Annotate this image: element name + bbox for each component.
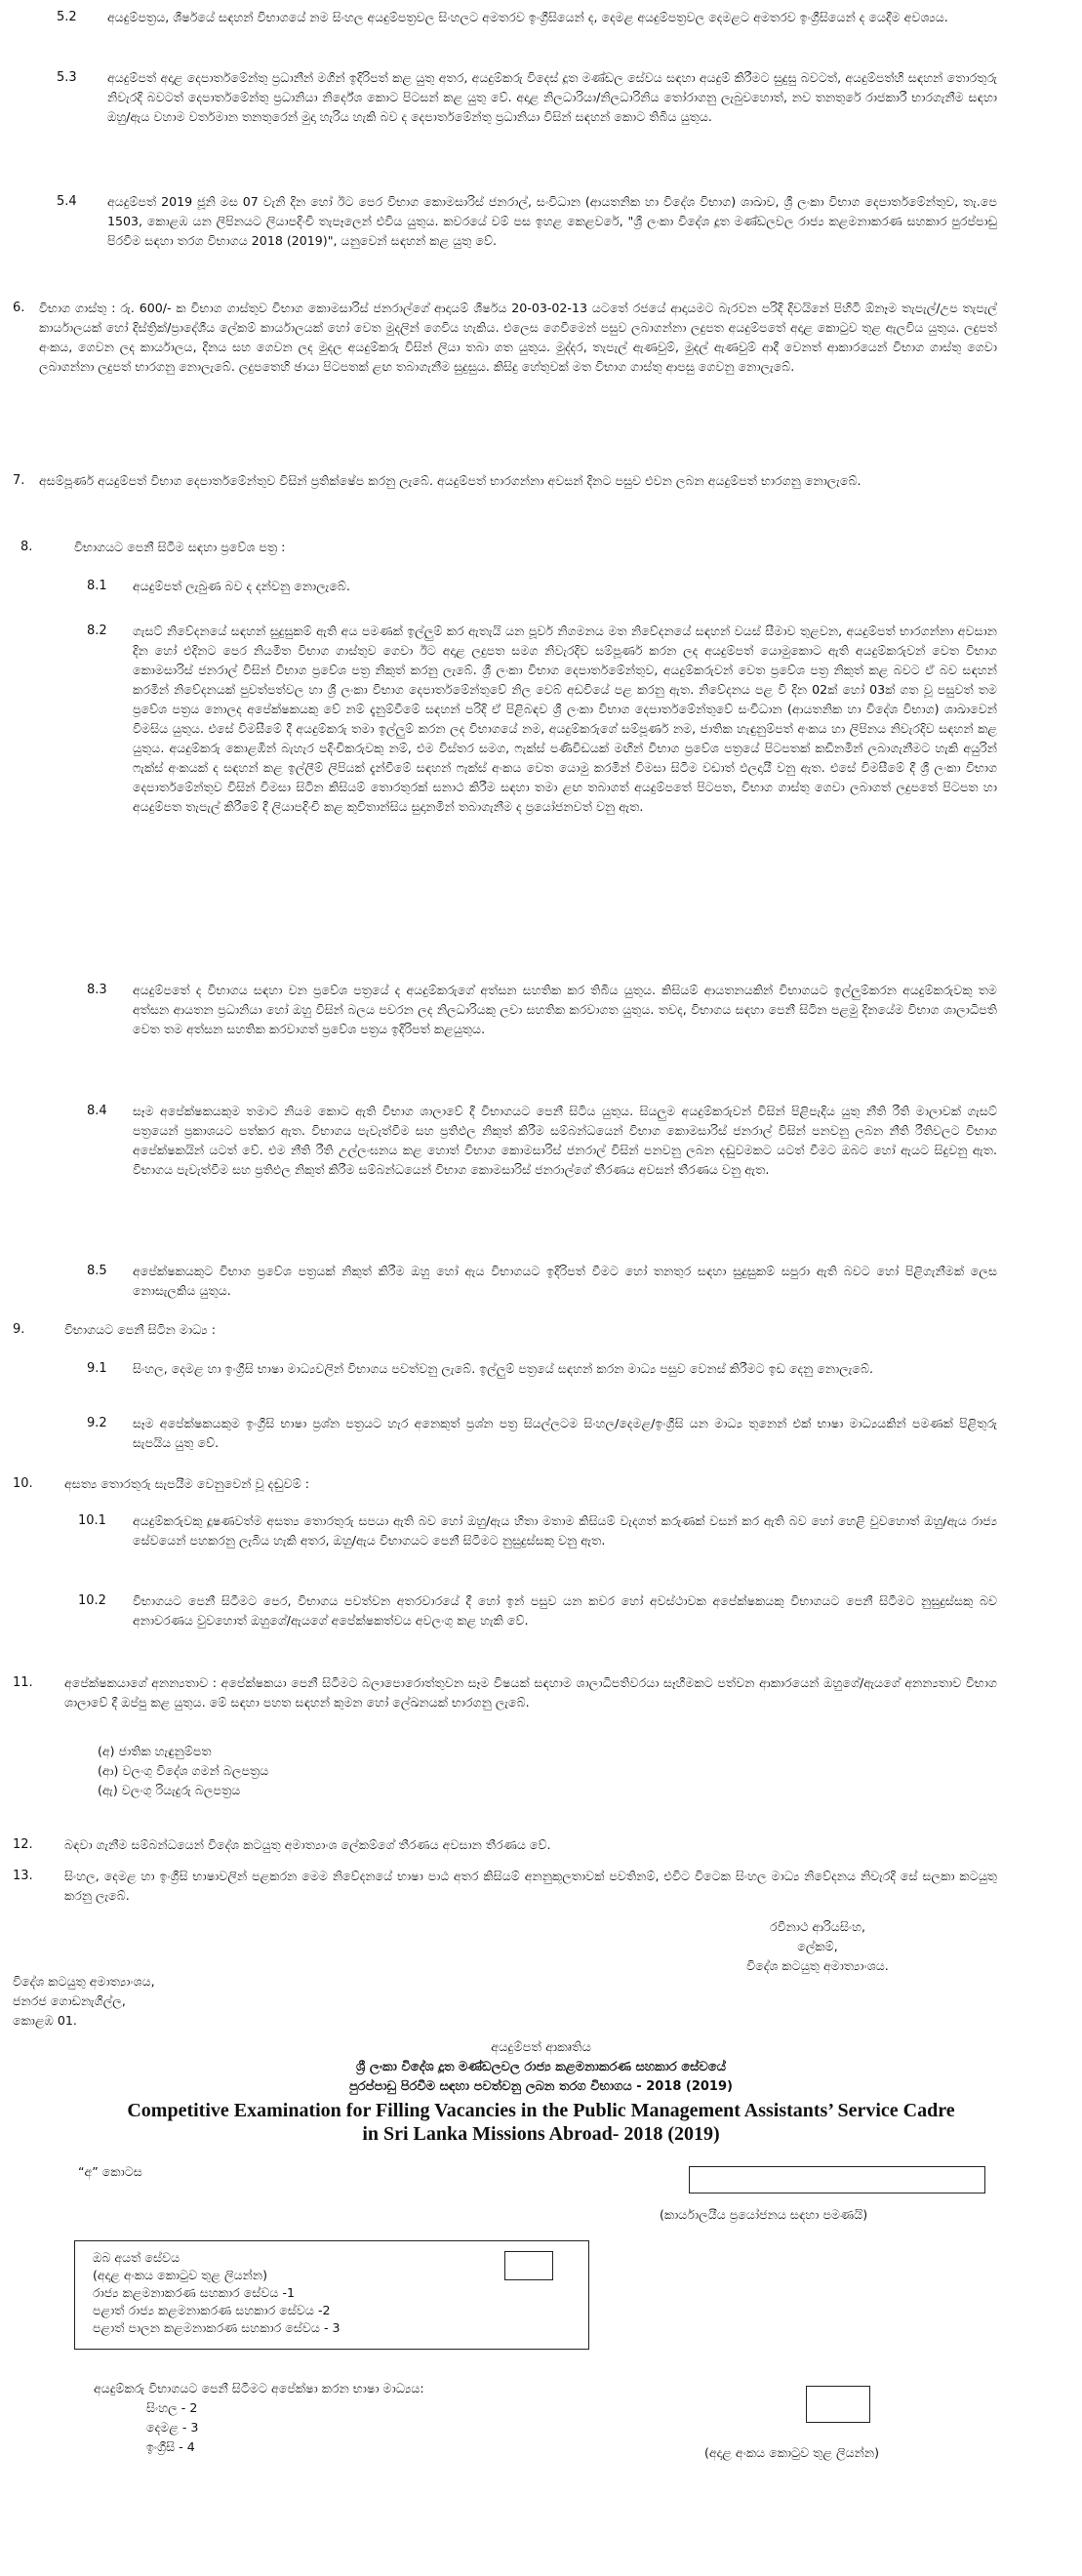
para-number: 8.5 — [87, 1264, 107, 1278]
para-8-4: සෑම අපේක්ෂකයකුම තමාට නියම කොට ඇති විභාග ශාලාවේ දී විභාගයට පෙනී සිටිය යුතුය. සියලුම අයදුම්කරුවන් විසින් පිළිපැදිය යුතු නීති රීති මාලාවක් ගැසට් පත්‍රයෙන් ප්‍රකාශයට පත්කර ඇත. විභාගය පැවැත්වීම සහ ප්‍රතිඵල නිකුත් කිරීම සම්බන්ධයෙන් විභාග කොමසාරිස් ජනරාල් විසින් පනවනු ලබන නීති රීතිවලට විභාග අපේක්ෂකයින් යටත් වේ. එම නීති රීති උල්ලංඝනය කළ හොත් විභාග කොමසාරිස් ජනරාල් විසින් පනවනු ලබන දඬුවමකට යටත් වීමට ඔබට හෝ ඇයට සිදුවනු ඇත. විභාගය පැවැත්වීම සහ ප්‍රතිඵල නිකුත් කිරීම සම්බන්ධයෙන් විභාග කොමසාරිස් ජනරාල්ගේ තීරණය අවසන් තීරණය වනු ඇත. — [133, 1104, 997, 1177]
language-hint: (අදාළ අංකය කොටුව තුළ ලියන්න) — [704, 2445, 880, 2460]
para-number: 8.3 — [87, 983, 107, 997]
address-line: කොළඹ 01. — [13, 2013, 77, 2028]
para-number: 10. — [13, 1476, 33, 1491]
para-number: 5.3 — [57, 70, 77, 85]
para-number: 11. — [13, 1675, 33, 1690]
para-10-2: විභාගයට පෙනී සිටීමට පෙර, විභාගය පවත්වන අතරවාරයේ දී හෝ ඉන් පසුව යන කවර හෝ අවස්ථාවක අපේක්ෂකයකු විභාගයට පෙනී සිටීමට නුසුදුස්සකු බව අනාවරණය වුවහොත් ඔහුගේ/ඇයගේ අපේක්ෂකත්වය අවලංගු කළ හැකි වේ. — [133, 1593, 997, 1628]
para-8-2: ගැසට් නිවේදනයේ සඳහන් සුදුසුකම් ඇති අය පමණක් ඉල්ලුම් කර ඇතැයි යන පූර්ව නිගමනය මත නිවේදනයේ සඳහන් වයස් සීමාව තුළවන, අයදුම්පත් භාරගන්නා අවසාන දින හෝ එදිනට පෙර නියමිත විභාග ගාස්තුව ගෙවා ඊට අදාළ ලදුපත සමග නිවැරදිව සම්පූර්ණ කරන ලද අයදුම්පත් යොමුකොට ඇති අයදුම්කරුවන් වෙත විභාග කොමසාරිස් ජනරාල් විසින් විභාග ප්‍රවේශ පත්‍ර නිකුත් කරනු ලැබේ. ශ්‍රී ලංකා විභාග දෙපාර්තමේන්තුව, අයදුම්කරුවන් වෙත ප්‍රවේශ පත්‍ර නිකුත් කළ බවට ඒ බව සඳහන් කරමින් නිවේදනයක් පුවත්පත්වල හා ශ්‍රී ලංකා විභාග දෙපාර්තමේන්තුවේ නිල වෙබ් අඩවියේ පළ කරනු ඇත. නිවේදනය පළ වී දින 02ක් හෝ 03ක් ගත වූ පසුවත් තම ප්‍රවේශ පත්‍රය නොලද අපේක්ෂකයකු වේ නම් දැනුම්වීමේ සඳහන් පරිදි ඒ පිළිබඳව ශ්‍රී ලංකා විභාග දෙපාර්තමේන්තුවේ සංවිධාන (ආයතනික හා විදේශ විභාග) ශාඛාවෙන් විමසිය යුතුය. එසේ විමසීමේ දී අයදුම්කරු තමා ඉල්ලුම් කරන ලද විභාගයේ නම, අයදුම්කරුගේ සම්පූර්ණ නම, ජාතික හැඳුනුම්පත් අංකය හා ලිපිනය නිවැරදිව සඳහන් කළ යුතුය. අයදුම්කරු කොළඹින් බැහැර පදිංචිකරුවකු නම්, එම විස්තර සමග, ෆැක්ස් පණිවිඩයක් මඟින් විභාග ප්‍රවේශ පත්‍රයේ පිටපතක් කඩිනමින් ලබාගැනීමට හැකි අයුරින් ෆැක්ස් අංකයක් ද සඳහන් කළ ඉල්ලීම් ලිපියක් දැන්වීමේ සඳහන් ෆැක්ස් අංකය වෙත යොමු කරමින් විමසා සිටීම වඩාත් ඵලදායී වනු ඇත. එසේ විමසීමේ දී ශ්‍රී ලංකා විභාග දෙපාර්තමේන්තුව විසින් විමසා සිටින කිසියම් තොරතුරක් සනාථ කිරීම සඳහා තමා ළඟ තබාගත් අයදුම්පතේ පිටපත, විභාග ගාස්තු ගෙවා ලබාගත් ලදුපතේ පිටපත හා අයදුම්පත තැපැල් කිරීමේ දී ලියාපදිංචි කළ කුවිතාන්සිය සුදානමින් තබාගැනීම ද ප්‍රයෝජනවත් වනු ඇත. — [133, 624, 997, 814]
office-use-box[interactable] — [689, 2166, 985, 2194]
list-item: (ඇ) වලංගු රියැදුරු බලපත්‍රය — [98, 1783, 241, 1797]
service-hint: (අදාළ අංකය කොටුව තුළ ලියන්න) — [93, 2268, 268, 2282]
list-item: (ආ) වලංගු විදේශ ගමන් බලපත්‍රය — [98, 1763, 269, 1778]
form-subtitle: ශ්‍රී ලංකා විදේශ දූත මණ්ඩලවල රාජ්‍ය කළමනාකරණ සහකාර සේවයේ — [356, 2060, 726, 2074]
para-number: 8. — [20, 540, 33, 554]
para-number: 8.1 — [87, 579, 107, 593]
service-number-box[interactable] — [504, 2251, 553, 2280]
para-10-1: අයදුම්කරුවකු දූෂණවත්ම අසත්‍ය තොරතුරු සපයා ඇති බව හෝ ඔහු/ඇය හිතා මතාම කිසියම් වැදගත් කරුණක් වසන් කර ඇති බව හෝ හෙළි වුවහොත් ඔහු/ඇය රාජ්‍ය සේවයෙන් පහකරනු ලැබිය හැකි අතර, ඔහු/ඇය විභාගයට පෙනී සිටීමට නුසුදුස්සකු වනු ඇත. — [133, 1513, 997, 1548]
para-8-5: අපේක්ෂකයකුට විභාග ප්‍රවේශ පත්‍රයක් නිකුත් කිරීම ඔහු හෝ ඇය විභාගයට ඉදිරිපත් වීමට හෝ තනතුර සඳහා සුදුසුකම් සපුරා ඇති බවට හෝ පිළිගැනීමක් ලෙස නොසැලකිය යුතුය. — [133, 1264, 997, 1298]
language-option: දෙමළ - 3 — [146, 2420, 199, 2435]
form-english-title-2: in Sri Lanka Missions Abroad- 2018 (2019) — [362, 2123, 720, 2145]
office-use-note: (කාර්යාලයීය ප්‍රයෝජනය සඳහා පමණයි) — [660, 2207, 868, 2222]
para-8-3: අයදුම්පතේ ද විභාගය සඳහා වන ප්‍රවේශ පත්‍රයේ ද අයදුම්කරුගේ අත්සන සහතික කර තිබිය යුතුය. කිසියම් ආයතනයකින් විභාගයට ඉල්ලුම්කරන අයදුම්කරුවකු තම අත්සන ආයතන ප්‍රධානියා හෝ ඔහු විසින් බලය පවරන ලද නිලධාරියකු ලවා සහතික කරවාගත යුතුය. තවද, විභාගය සඳහා පෙනී සිටින පළමු දිනයේම විභාග ශාලාධිපති වෙත තම අත්සන සහතික කරවාගත් ප්‍රවේශ පත්‍රය ඉදිරිපත් කළයුතුය. — [133, 983, 997, 1036]
para-number: 10.2 — [78, 1593, 106, 1608]
para-number: 10.1 — [78, 1513, 106, 1528]
language-number-box[interactable] — [806, 2386, 870, 2423]
service-group-box — [74, 2240, 589, 2350]
para-5-4: අයදුම්පත් 2019 ජූනි මස 07 වැනි දින හෝ ඊට පෙර විභාග කොමසාරිස් ජනරාල්, සංවිධාන (ආයතනික හා විදේශ විභාග) ශාඛාව, ශ්‍රී ලංකා විභාග දෙපාර්තමේන්තුව, තැ.පෙ 1503, කොළඹ යන ලිපිනයට ලියාපදිංචි තැපෑලෙන් එවිය යුතුය. කවරයේ වම් පස ඉහළ කෙළවරේ, "ශ්‍රී ලංකා විදේශ දූත මණ්ඩලවල රාජ්‍ය කළමනාකරණ සහකාර පුරප්පාඩු පිරවීම සඳහා තරග විභාගය 2018 (2019)", යනුවෙන් සඳහන් කළ යුතු වේ. — [107, 194, 997, 248]
para-number: 9.2 — [87, 1416, 107, 1430]
language-option: ඉංග්‍රීසි - 4 — [146, 2439, 195, 2454]
para-number: 9.1 — [87, 1361, 107, 1376]
para-12: බඳවා ගැනීම සම්බන්ධයෙන් විදේශ කටයුතු අමාත්‍යාංශ ලේකම්ගේ තීරණය අවසාන තීරණය වේ. — [64, 1837, 551, 1852]
para-6: විභාග ගාස්තු : රු. 600/- ක විභාග ගාස්තුව විභාග කොමසාරිස් ජනරාල්ගේ ආදායම් ශීර්ෂය 20-03-02-13 යටතේ රජයේ ආදායමට බැරවන පරිදි දිවයිනේ පිහිටි ඕනෑම තැපැල්/උප තැපැල් කාර්යාලයක් හෝ දිස්ත්‍රික්/ප්‍රාදේශීය ලේකම් කාර්යාලයක් හෝ වෙත මුදලින් ගෙවිය හැකිය. එලෙස ගෙවීමෙන් පසුව ලබාගන්නා ලදුපත අයදුම්පතේ අදාළ කොටුව තුළ ඇලවිය යුතුය. ලදුපත් අංකය, ගෙවන ලද කාර්යාලය, දිනය සහ ගෙවන ලද මුදල අයදුම්කරු විසින් ලියා තබා ගත යුතුය. මුද්දර, තැපැල් ඇණවුම්, මුදල් ඇණවුම් ආදී වෙනත් ආකාරයෙන් විභාග ගාස්තු ගෙවා ලබාගන්නා ලදුපත් භාරගනු නොලැබේ. ලදුපතෙහි ඡායා පිටපතක් ළඟ තබාගැනීම සුදුසුය. කිසිදු හේතුවක් මත විභාග ගාස්තු ආපසු ගෙවනු නොලැබේ. — [39, 301, 997, 374]
para-number: 12. — [13, 1837, 33, 1852]
service-option: පළාත් රාජ්‍ය කළමනාකරණ සහකාර සේවය -2 — [93, 2303, 331, 2317]
heading-medium: විභාගයට පෙනී සිටින මාධ්‍ය : — [64, 1322, 216, 1337]
service-option: රාජ්‍ය කළමනාකරණ සහකාර සේවය -1 — [93, 2285, 296, 2300]
para-5-3: අයදුම්පත් අදාළ දෙපාර්තමේන්තු ප්‍රධානීන් මගින් ඉදිරිපත් කළ යුතු අතර, අයදුම්කරු විදෙස් දූත මණ්ඩල සේවය සඳහා අයදුම් කිරීමට සුදුසු බවටත්, අයදුම්පත්හි සඳහන් තොරතුරු නිවැරදි බවටත් දෙපාර්තමේන්තු ප්‍රධානියා නිර්දේශ කොට පිටසන් කළ යුතු වේ. අදාළ නිලධාරියා/නිලධාරිනිය තෝරාගනු ලැබුවහොත්, නව තනතුරේ රාජකාරී භාරගැනීම සඳහා ඔහු/ඇය වහාම වර්තමාන තනතුරෙන් මුදා හැරිය හැකි බව ද දෙපාර්තමේන්තු ප්‍රධානියා විසින් සඳහන් කොට තිබිය යුතුය. — [107, 70, 997, 124]
section-a-label: “අ” කොටස — [78, 2164, 142, 2179]
signatory-title: ලේකම්, — [797, 1939, 838, 1953]
signatory-name: රවීනාථ ආරියසිංහ, — [769, 1919, 865, 1934]
signature-block — [642, 1917, 993, 1976]
list-item: (අ) ජාතික හැඳුනුම්පත — [98, 1744, 212, 1758]
para-number: 9. — [13, 1322, 25, 1337]
heading-penalty: අසත්‍ය තොරතුරු සැපයීම වෙනුවෙන් වූ දඬුවම් : — [64, 1476, 310, 1491]
para-9-2: සෑම අපේක්ෂකයකුම ඉංග්‍රීසි භාෂා ප්‍රශ්න පත්‍රයට හැර අනෙකුත් ප්‍රශ්න පත්‍ර සියල්ලටම සිංහල/දෙමළ/ඉංග්‍රීසි යන මාධ්‍ය තුනෙන් එක් භාෂා මාධ්‍යයකින් පමණක් පිළිතුරු සැපයිය යුතු වේ. — [133, 1416, 997, 1450]
para-11: අපේක්ෂකයාගේ අනන්‍යතාව : අපේක්ෂකයා පෙනී සිටීමට බලාපොරොත්තුවන සෑම විෂයක් සඳහාම ශාලාධිපතිවරයා සෑහීමකට පත්වන ආකාරයෙන් ඔහුගේ/ඇයගේ අනන්‍යතාව විභාග ශාලාවේ දී ඔප්පු කළ යුතුය. මේ සඳහා පහත සඳහන් කුමන හෝ ලේඛනයක් භාරගනු ලැබේ. — [64, 1675, 997, 1710]
para-number: 8.4 — [87, 1104, 107, 1118]
para-number: 5.2 — [57, 10, 77, 24]
language-option: සිංහල - 2 — [146, 2400, 198, 2415]
service-option: පළාත් පාලන කළමනාකරණ සහකාර සේවය - 3 — [93, 2320, 341, 2335]
address-line: විදේශ කටයුතු අමාත්‍යාංශය, — [13, 1974, 155, 1989]
form-english-title: Competitive Examination for Filling Vacancies in the Public Management Assistants’ Service Cadre — [127, 2100, 955, 2121]
para-5-2: අයදුම්පත්‍රය, ශීර්ෂයේ සඳහන් විභාගයේ නම සිංහල අයදුම්පත්‍රවල සිංහලට අමතරව ඉංග්‍රීසියෙන් ද, දෙමළ අයදුම්පත්‍රවල දෙමළට අමතරව ඉංග්‍රීසියෙන් ද යෙදීම අවශ්‍යය. — [107, 10, 948, 24]
form-title: අයදුම්පත් ආකෘතිය — [491, 2040, 591, 2055]
id-documents-list — [98, 1742, 683, 1800]
para-number: 7. — [13, 473, 25, 488]
heading-admission: විභාගයට පෙනී සිටීම සඳහා ප්‍රවේශ පත්‍ර : — [74, 540, 286, 554]
para-number: 6. — [13, 301, 25, 315]
address-block — [13, 1972, 403, 2031]
para-number: 5.4 — [57, 194, 77, 209]
service-title: ඔබ අයත් සේවය — [93, 2250, 180, 2265]
para-number: 13. — [13, 1869, 33, 1883]
language-title: අයදුම්කරු විභාගයට පෙනී සිටීමට අපේක්ෂා කරන භාෂා මාධ්‍යය: — [94, 2381, 424, 2395]
para-7: අසම්පූර්ණ අයදුම්පත් විභාග දෙපාර්තමේන්තුව විසින් ප්‍රතික්ෂේප කරනු ලැබේ. අයදුම්පත් භාරගන්නා අවසන් දිනට පසුව එවන ලබන අයදුම්පත් භාරගනු නොලැබේ. — [39, 473, 862, 488]
language-options — [146, 2398, 439, 2457]
para-8-1: අයදුම්පත් ලැබුණ බව ද දන්වනු නොලැබේ. — [133, 579, 350, 593]
para-9-1: සිංහල, දෙමළ හා ඉංග්‍රීසි භාෂා මාධ්‍යවලින් විභාගය පවත්වනු ලැබේ. ඉල්ලුම් පත්‍රයේ සඳහන් කරන මාධ්‍ය පසුව වෙනස් කිරීමට ඉඩ දෙනු නොලැබේ. — [133, 1361, 873, 1376]
address-line: ජනරජ ගොඩනැගිල්ල, — [13, 1993, 126, 2008]
signatory-ministry: විදේශ කටයුතු අමාත්‍යාංශය. — [746, 1958, 889, 1973]
para-13: සිංහල, දෙමළ හා ඉංග්‍රීසි භාෂාවලින් පළකරන මෙම නිවේදනයේ භාෂා පාඨ අතර කිසියම් අනනුකූලතාවක් පවතිනම්, එවිට විටෙක සිංහල මාධ්‍ය නිවේදනය නිවැරදි සේ සලකා කටයුතු කරනු ලැබේ. — [64, 1869, 997, 1903]
para-number: 8.2 — [87, 624, 107, 638]
form-subtitle-2: පුරප්පාඩු පිරවීම සඳහා පවත්වනු ලබන තරග විභාගය - 2018 (2019) — [349, 2079, 733, 2094]
